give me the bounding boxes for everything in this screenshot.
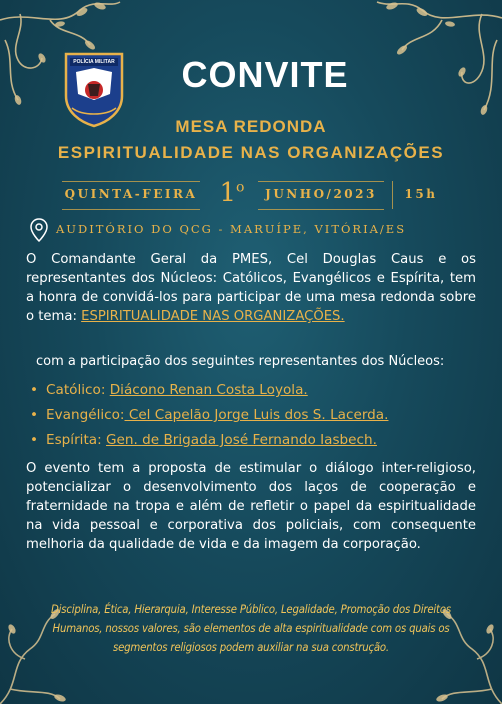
divider [258, 209, 384, 210]
theme-highlight: ESPIRITUALIDADE NAS ORGANIZAÇÕES. [81, 309, 345, 324]
divider [62, 209, 200, 210]
invitation-paragraph [26, 250, 476, 326]
event-purpose-paragraph: O evento tem a proposta de estimular o diálogo inter-religioso, potencializar o desenvolvimento dos laços de cooperação e fraternidade na tropa e além de refletir o papel da espiritualidade na vida pessoal e corporativa dos policiais, com consequente melhoria da qualidade de vida e da imagem da corporação. [26, 461, 476, 552]
participants-intro: com a participação dos seguintes representantes dos Núcleos: [36, 354, 445, 369]
location-pin-icon [30, 218, 48, 242]
event-time: 15h [404, 187, 438, 201]
values-footer: Disciplina, Ética, Hierarquia, Interesse Público, Legalidade, Promoção dos Direitos Humanos, nossos valores, são elementos de alta espiritualidade com os quais os segmentos religiosos podem auxiliar na sua construção. [51, 603, 451, 654]
badge-label: POLÍCIA MILITAR [73, 59, 115, 65]
divider [62, 181, 200, 182]
divider [258, 181, 384, 182]
event-day: 1$^o$ [219, 178, 245, 208]
event-month-year: JUNHO/2023 [265, 187, 377, 201]
page-title: CONVITE [181, 54, 349, 95]
event-type: MESA REDONDA [175, 117, 327, 136]
list-item: • Católico: Diácono Renan Costa Loyola. [30, 382, 308, 398]
event-location [30, 218, 470, 240]
divider [392, 181, 393, 209]
event-weekday: QUINTA-FEIRA [64, 187, 198, 201]
location-text: AUDITÓRIO DO QCG - MARUÍPE, VITÓRIA/ES [56, 222, 407, 236]
event-date-row [0, 178, 502, 214]
list-item: • Espírita: Gen. de Brigada José Fernando Iasbech. [30, 432, 377, 448]
invitation-text: O Comandante Geral da PMES, Cel Douglas Caus e os representantes dos Núcleos: Católicos, Evangélicos e Espírita, tem a honra de convidá-los para participar de uma mesa redonda sobre o tema: [26, 252, 476, 324]
event-theme: ESPIRITUALIDADE NAS ORGANIZAÇÕES [57, 143, 445, 162]
list-item: • Evangélico: Cel Capelão Jorge Luis dos S. Lacerda. [30, 407, 389, 423]
participants-list [30, 378, 480, 453]
